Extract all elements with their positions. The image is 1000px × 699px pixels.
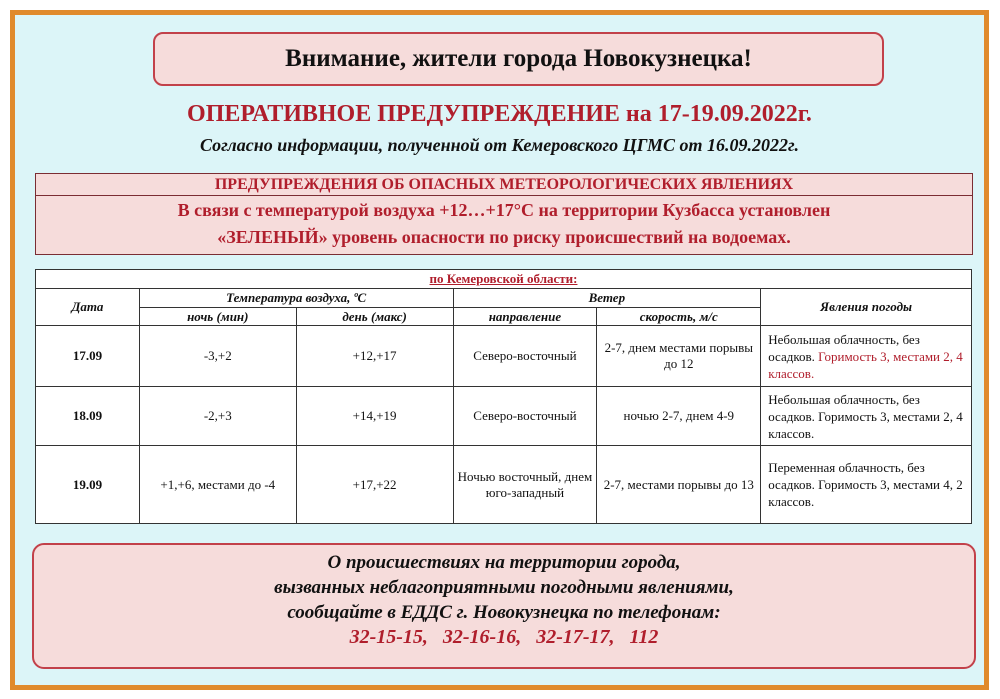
header-date: Дата	[36, 289, 140, 326]
row-date: 18.09	[36, 387, 140, 446]
row-day-temp: +14,+19	[296, 387, 453, 446]
header-day: день (макс)	[296, 308, 453, 326]
phenomena-text: Небольшая облачность, без осадков. Горимость 3, местами 2, 4 классов.	[768, 391, 963, 441]
row-day-temp: +12,+17	[296, 326, 453, 387]
contact-line-3: сообщайте в ЕДДС г. Новокузнецка по телефонам:	[287, 602, 721, 623]
row-night-temp: -2,+3	[139, 387, 296, 446]
row-night-temp: +1,+6, местами до -4	[139, 446, 296, 524]
weather-table	[35, 269, 972, 524]
table-row	[36, 446, 972, 524]
source-subtitle: Согласно информации, полученной от Кемеровского ЦГМС от 16.09.2022г.	[200, 135, 799, 155]
row-wind-direction: Северо-восточный	[453, 326, 597, 387]
row-phenomena	[761, 326, 972, 387]
region-label: по Кемеровской области:	[36, 270, 972, 289]
phenomena-text: Небольшая облачность, без осадков.	[768, 331, 920, 364]
header-wind: Ветер	[453, 289, 761, 308]
contact-line-1: О происшествиях на территории города,	[327, 552, 681, 573]
header-temperature: Температура воздуха, ºС	[139, 289, 453, 308]
row-phenomena	[761, 387, 972, 446]
poster-frame	[10, 10, 989, 690]
row-wind-speed: 2-7, днем местами порывы до 12	[597, 326, 761, 387]
header-speed: скорость, м/с	[597, 308, 761, 326]
phenomena-highlight: Горимость 3, местами 2, 4 классов.	[768, 348, 963, 381]
row-wind-speed: ночью 2-7, днем 4-9	[597, 387, 761, 446]
row-wind-direction: Ночью восточный, днем юго-западный	[453, 446, 597, 524]
hazard-warning-heading: ПРЕДУПРЕЖДЕНИЯ ОБ ОПАСНЫХ МЕТЕОРОЛОГИЧЕСКИХ ЯВЛЕНИЯХ	[36, 174, 972, 196]
table-row	[36, 326, 972, 387]
hazard-warning-line-2: «ЗЕЛЕНЫЙ» уровень опасности по риску происшествий на водоемах.	[217, 227, 791, 247]
warning-title: ОПЕРАТИВНОЕ ПРЕДУПРЕЖДЕНИЕ на 17-19.09.2022г.	[187, 101, 812, 127]
hazard-warning-line-1: В связи с температурой воздуха +12…+17°С на территории Кузбасса установлен	[177, 200, 831, 220]
hazard-warning-text	[36, 196, 972, 254]
attention-banner: Внимание, жители города Новокузнецка!	[153, 32, 884, 86]
header-phenomena: Явления погоды	[761, 289, 972, 326]
phone-numbers: 32-15-15, 32-16-16, 32-17-17, 112	[349, 626, 659, 648]
row-wind-direction: Северо-восточный	[453, 387, 597, 446]
row-date: 17.09	[36, 326, 140, 387]
table-row	[36, 387, 972, 446]
hazard-warning-box	[35, 173, 973, 255]
row-day-temp: +17,+22	[296, 446, 453, 524]
header-direction: направление	[453, 308, 597, 326]
contact-box	[32, 543, 976, 669]
row-phenomena	[761, 446, 972, 524]
row-wind-speed: 2-7, местами порывы до 13	[597, 446, 761, 524]
header-night: ночь (мин)	[139, 308, 296, 326]
phenomena-text: Переменная облачность, без осадков. Горимость 3, местами 4, 2 классов.	[768, 460, 963, 509]
row-night-temp: -3,+2	[139, 326, 296, 387]
row-date: 19.09	[36, 446, 140, 524]
contact-line-2: вызванных неблагоприятными погодными явлениями,	[274, 577, 734, 598]
